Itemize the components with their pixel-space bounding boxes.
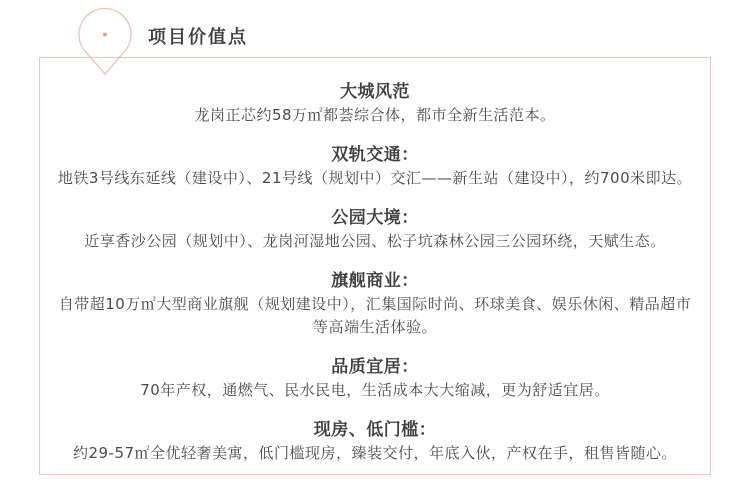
section-heading: 品质宜居： (331, 357, 419, 377)
section-body: 自带超10万㎡大型商业旗舰（规划建设中），汇集国际时尚、环球美食、娱乐休闲、精品超市等高端生活体验。 (58, 295, 692, 336)
section-heading: 大城风范 (340, 82, 410, 102)
section-body: 70年产权，通燃气、民水民电，生活成本大大缩减，更为舒适宜居。 (140, 381, 610, 399)
section-body: 近享香沙公园（规划中）、龙岗河湿地公园、松子坑森林公园三公园环绕，天赋生态。 (84, 232, 666, 250)
section-body: 地铁3号线东延线（建设中）、21号线（规划中）交汇——新生站（建设中），约700米即达。 (57, 169, 693, 187)
section-park-environment (53, 206, 697, 253)
section-flagship-commerce (53, 269, 697, 339)
value-points-box (39, 57, 711, 475)
section-heading: 双轨交通： (331, 145, 419, 165)
section-city-style (53, 80, 697, 127)
section-dual-rail-transit (53, 143, 697, 190)
location-pin-icon (77, 7, 133, 76)
section-heading: 旗舰商业： (331, 271, 419, 291)
section-heading: 现房、低门槛： (313, 420, 437, 440)
section-ready-homes-low-threshold (53, 418, 697, 465)
section-body: 龙岗正芯约58万㎡都荟综合体，都市全新生活范本。 (194, 106, 556, 124)
section-heading: 公园大境： (331, 208, 419, 228)
section-body: 约29-57㎡全优轻奢美寓，低门槛现房，臻装交付，年底入伙，产权在手，租售皆随心。 (72, 444, 678, 462)
page-title: 项目价值点 (148, 27, 248, 48)
section-quality-living (53, 355, 697, 402)
value-points-content (40, 58, 710, 474)
